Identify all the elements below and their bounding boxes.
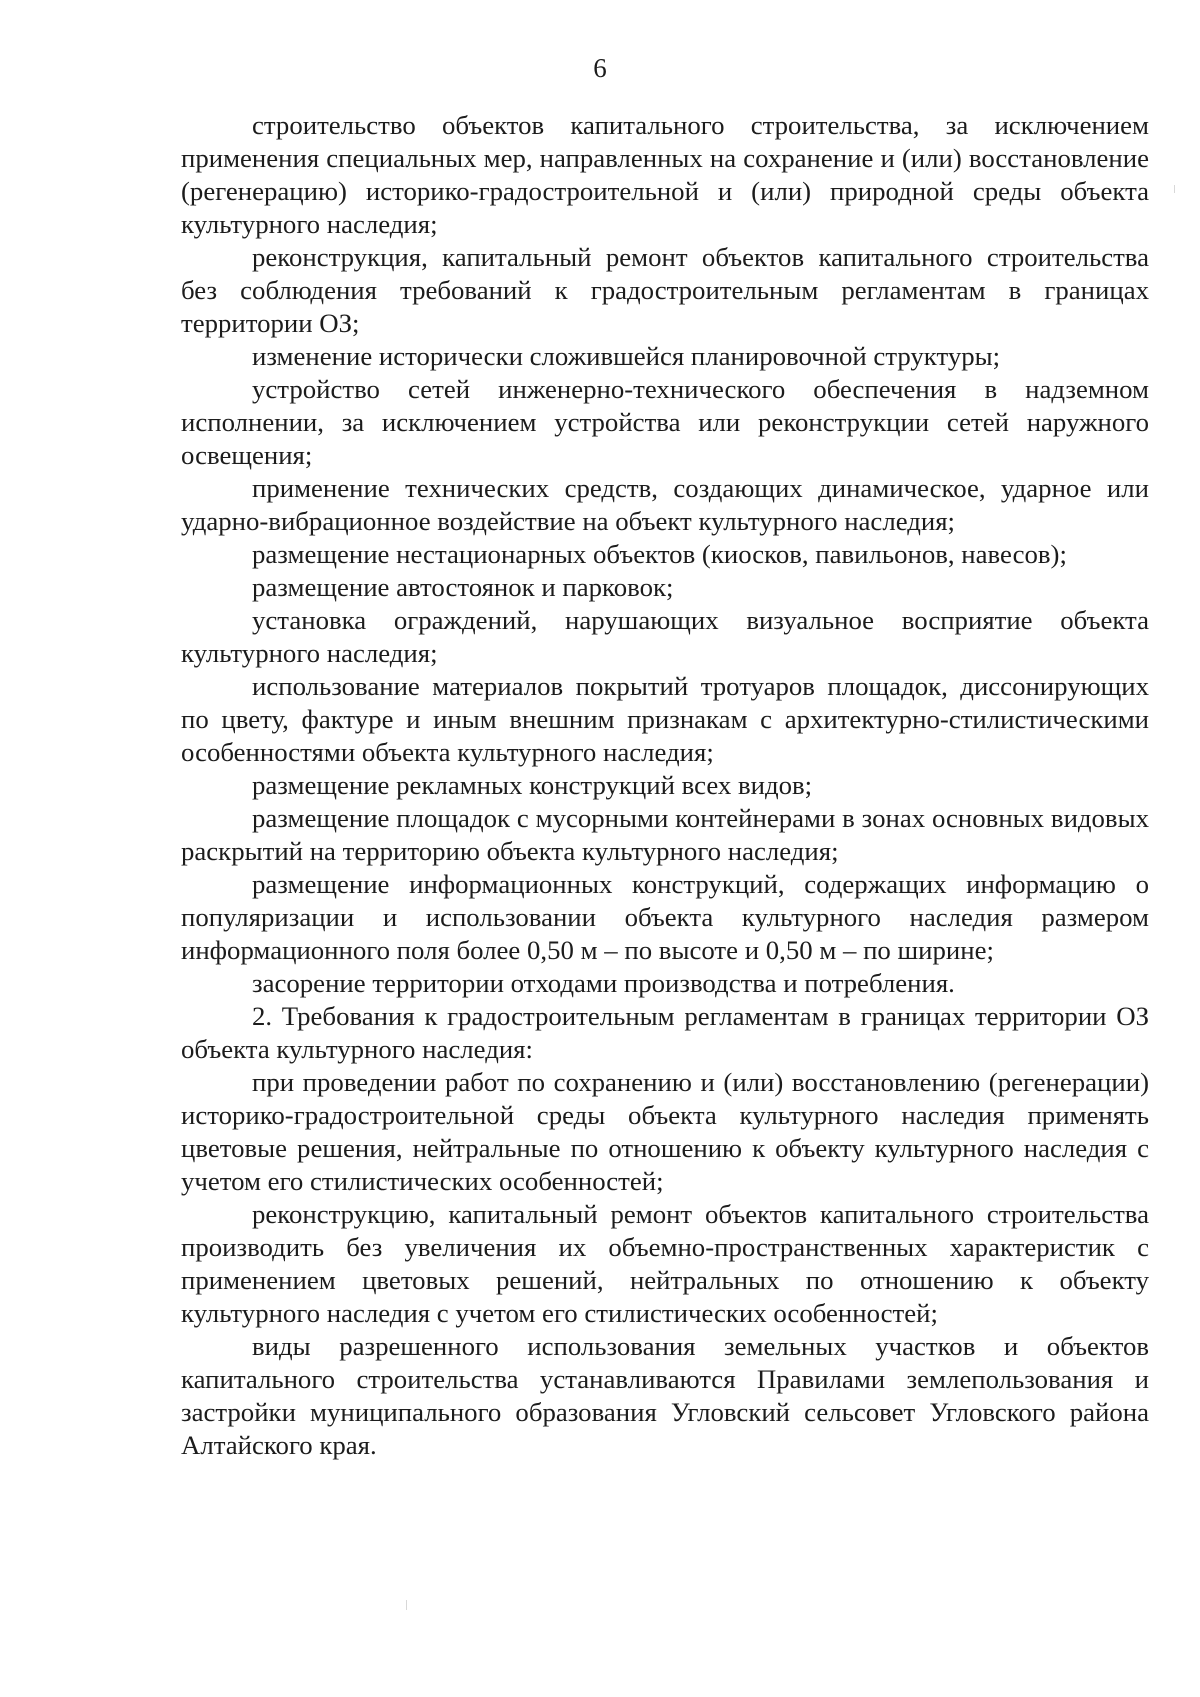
paragraph: строительство объектов капитального строительства, за исключением применения специальных мер, направленных на сохранение и (или) восстановление (регенерацию) историко-градостроительной и (или) природной среды объекта культурного наследия; [181,110,1149,239]
paragraph: реконструкцию, капитальный ремонт объектов капитального строительства производить без увеличения их объемно-пространственных характеристик с применением цветовых решений, нейтральных по отношению к объекту культурного наследия с учетом его стилистических особенностей; [181,1199,1149,1328]
paragraph: устройство сетей инженерно-технического обеспечения в надземном исполнении, за исключением устройства или реконструкции сетей наружного освещения; [181,374,1149,470]
page-number: 6 [593,53,607,83]
section-heading-paragraph: 2. Требования к градостроительным регламентам в границах территории ОЗ объекта культурного наследия: [181,1001,1149,1064]
paragraph: применение технических средств, создающих динамическое, ударное или ударно-вибрационное воздействие на объект культурного наследия; [181,473,1149,536]
paragraph: при проведении работ по сохранению и (или) восстановлению (регенерации) историко-градостроительной среды объекта культурного наследия применять цветовые решения, нейтральные по отношению к объекту культурного наследия с учетом его стилистических особенностей; [181,1067,1149,1196]
document-body [181,109,1149,1462]
paragraph: виды разрешенного использования земельных участков и объектов капитального строительства устанавливаются Правилами землепользования и застройки муниципального образования Угловский сельсовет Угловского района Алтайского края. [181,1331,1149,1460]
paragraph: размещение информационных конструкций, содержащих информацию о популяризации и использовании объекта культурного наследия размером информационного поля более 0,50 м – по высоте и 0,50 м – по ширине; [181,869,1149,965]
scan-artifact-line [1174,185,1175,193]
paragraph: реконструкция, капитальный ремонт объектов капитального строительства без соблюдения требований к градостроительным регламентам в границах территории ОЗ; [181,242,1149,338]
paragraph: использование материалов покрытий тротуаров площадок, диссонирующих по цвету, фактуре и иным внешним признакам с архитектурно-стилистическими особенностями объекта культурного наследия; [181,671,1149,767]
scan-artifact-line [406,1600,407,1610]
paragraph: изменение исторически сложившейся планировочной структуры; [252,341,1001,371]
paragraph: установка ограждений, нарушающих визуальное восприятие объекта культурного наследия; [181,605,1149,668]
paragraph: размещение рекламных конструкций всех видов; [252,770,813,800]
paragraph: размещение автостоянок и парковок; [252,572,674,602]
paragraph: засорение территории отходами производства и потребления. [252,968,955,998]
paragraph: размещение нестационарных объектов (киосков, павильонов, навесов); [252,539,1067,569]
paragraph: размещение площадок с мусорными контейнерами в зонах основных видовых раскрытий на территорию объекта культурного наследия; [181,803,1149,866]
